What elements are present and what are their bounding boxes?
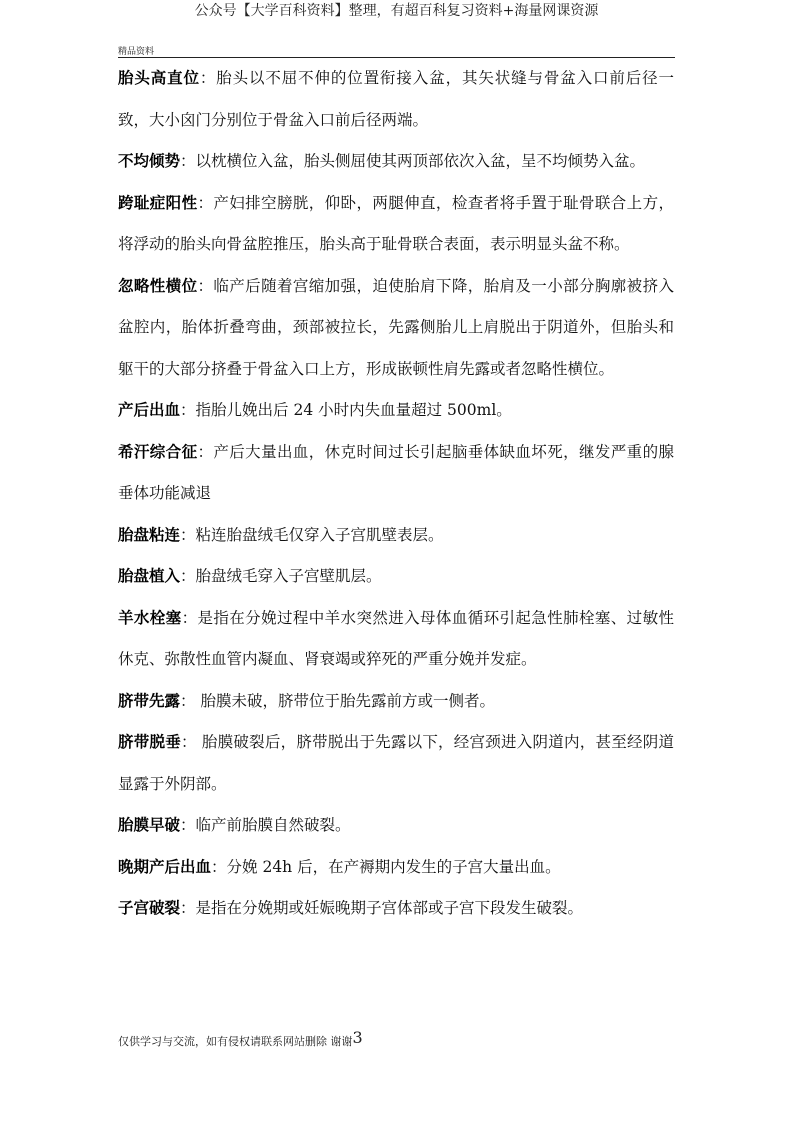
glossary-entry [118,432,674,515]
entry-separator: ： [197,276,214,295]
entry-definition: 是指在分娩过程中羊水突然进入母体血循环引起急性肺栓塞、过敏性休克、弥散性血管内凝血、肾衰竭或猝死的严重分娩并发症。 [118,608,674,668]
glossary-entry [118,390,674,432]
entry-separator: ： [180,525,196,544]
entry-separator: ： [197,442,214,461]
entry-term: 羊水栓塞 [118,608,182,627]
entry-term: 子宫破裂 [118,899,181,917]
glossary-content [118,58,674,930]
glossary-entry [118,141,674,183]
entry-term: 胎盘植入 [118,567,181,585]
entry-separator: ： [180,691,196,710]
top-banner: 公众号【大学百科资料】整理，有超百科复习资料+海量网课资源 [194,3,599,19]
entry-definition: 以枕横位入盆，胎头侧屈使其两顶部依次入盆，呈不均倾势入盆。 [195,152,646,170]
glossary-entry [118,805,674,847]
entry-separator: ： [180,567,196,585]
entry-term: 脐带先露 [118,691,181,710]
entry-separator: ： [180,816,196,834]
entry-definition: 分娩 24h 后，在产褥期内发生的子宫大量出血。 [226,857,561,876]
entry-definition: 指胎儿娩出后 24 小时内失血量超过 500ml。 [195,401,512,419]
entry-separator: ： [197,193,214,212]
glossary-entry [118,556,674,598]
glossary-entry [118,847,674,889]
entry-definition: 胎盘绒毛穿入子宫壁肌层。 [195,567,382,585]
glossary-entry [118,888,674,930]
entry-term: 忽略性横位 [118,276,198,295]
glossary-entry [118,183,674,266]
entry-term: 产后出血 [118,401,181,419]
entry-term: 脐带脱垂 [118,733,181,751]
entry-term: 胎头高直位 [118,69,200,87]
entry-definition: 产妇排空膀胱，仰卧，两腿伸直，检查者将手置于耻骨联合上方，将浮动的胎头向骨盆腔推压，胎头高于耻骨联合表面，表示明显头盆不称。 [118,193,674,253]
entry-term: 跨耻症阳性 [118,193,198,212]
entry-term: 胎膜早破 [118,816,181,834]
page-number: 3 [352,1028,363,1047]
footer-text: 仅供学习与交流，如有侵权请联系网站删除 谢谢 [118,1035,353,1048]
entry-definition: 粘连胎盘绒毛仅穿入子宫肌壁表层。 [195,525,444,544]
entry-separator: ： [180,899,196,917]
entry-separator: ： [180,401,196,419]
entry-definition: 临产后随着宫缩加强，迫使胎肩下降，胎肩及一小部分胸廓被挤入盆腔内，胎体折叠弯曲，颈部被拉长，先露侧胎儿上肩脱出于阴道外，但胎头和躯干的大部分挤叠于骨盆入口上方，形成嵌顿性肩先露或者忽略性横位。 [118,276,674,378]
entry-definition: 胎头以不屈不伸的位置衔接入盆，其矢状缝与骨盆入口前后径一致，大小囟门分别位于骨盆入口前后径两端。 [118,69,674,129]
entry-separator: ： [211,857,227,876]
glossary-entry [118,266,674,391]
entry-separator: ： [199,69,217,87]
entry-term: 希汗综合征 [118,442,198,461]
entry-term: 不均倾势 [118,152,181,170]
entry-definition: 是指在分娩期或妊娠晚期子宫体部或子宫下段发生破裂。 [195,899,584,917]
entry-definition: 胎膜破裂后，脐带脱出于先露以下，经宫颈进入阴道内，甚至经阴道显露于外阴部。 [118,733,674,793]
entry-separator: ： [180,152,196,170]
entry-definition: 临产前胎膜自然破裂。 [195,816,351,834]
glossary-entry [118,722,674,805]
glossary-entry [118,58,674,141]
glossary-entry [118,681,674,723]
glossary-entry [118,598,674,681]
page-footer [118,1028,363,1052]
entry-definition: 产后大量出血，休克时间过长引起脑垂体缺血坏死，继发严重的腺垂体功能减退 [118,442,674,502]
glossary-entry [118,515,674,557]
entry-term: 晚期产后出血 [118,857,212,876]
entry-definition: 胎膜未破，脐带位于胎先露前方或一侧者。 [195,691,495,710]
entry-term: 胎盘粘连 [118,525,181,544]
entry-separator: ： [180,733,197,751]
entry-separator: ： [181,608,198,627]
header-label: 精品资料 [118,47,155,57]
